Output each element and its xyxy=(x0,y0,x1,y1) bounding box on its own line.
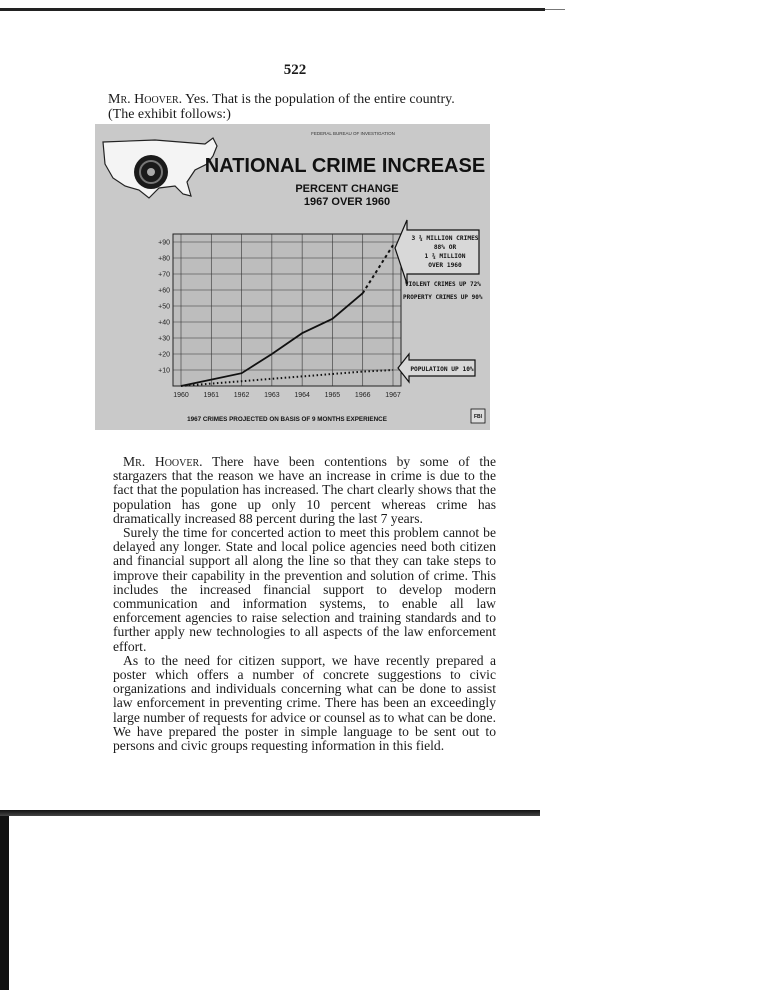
y-tick-label: +10 xyxy=(158,367,170,375)
body-paragraph-1-text: There have been contentions by some of the stargazers that the reason we have an increase in crime is due to the fact that the population has increased. The chart clearly shows that the population has gone up only 10 percent whereas crime has dramatically increased 88 percent during the last 7 years. xyxy=(113,454,496,526)
x-tick-label: 1964 xyxy=(294,392,310,399)
y-tick-label: +30 xyxy=(158,335,170,343)
population-callout-label: POPULATION UP 10% xyxy=(410,366,474,373)
scan-bottom-rule xyxy=(0,810,540,816)
x-tick-label: 1965 xyxy=(324,392,341,399)
intro-paragraph xyxy=(108,92,508,122)
scan-top-rule-tail xyxy=(545,9,565,10)
scan-binding-edge xyxy=(0,816,9,990)
chart-footnote: 1967 CRIMES PROJECTED ON BASIS OF 9 MONTHS EXPERIENCE xyxy=(187,416,387,423)
y-tick-label: +90 xyxy=(158,239,170,247)
intro-text: Yes. That is the population of the entire country. xyxy=(182,92,455,107)
crime-arrow-shape xyxy=(395,220,479,284)
x-tick-label: 1967 xyxy=(385,392,401,399)
body-text xyxy=(113,455,496,753)
fbi-badge: FBI xyxy=(473,414,483,420)
crime-callout-line1: 3 ¾ MILLION CRIMES xyxy=(411,235,479,242)
y-tick-label: +40 xyxy=(158,319,170,327)
y-tick-label: +60 xyxy=(158,287,170,295)
crime-callout-line4: OVER 1960 xyxy=(428,262,462,269)
body-paragraph-2: Surely the time for concerted action to meet this problem cannot be delayed any longer. State and local police agencies need both citizen and financial support all along the line so that they can take steps to improve their capability in the prevention and solution of crime. This includes the increased financial support to develop modern communication and information systems, to enable all law enforcement agencies to raise selection and training standards and to further apply new technologies to all aspects of the law enforcement effort. xyxy=(113,525,496,654)
x-tick-label: 1960 xyxy=(173,392,189,399)
figure-header-small: FEDERAL BUREAU OF INVESTIGATION xyxy=(311,131,395,136)
exhibit-note: (The exhibit follows:) xyxy=(108,107,231,122)
page-number: 522 xyxy=(283,62,307,78)
chart-subtitle-line2: 1967 OVER 1960 xyxy=(303,196,391,208)
y-tick-label: +80 xyxy=(158,255,170,263)
y-axis-ticks xyxy=(158,240,170,375)
scan-top-rule xyxy=(0,8,545,11)
y-tick-label: +70 xyxy=(158,271,170,279)
crime-chart-figure xyxy=(95,124,490,430)
intro-speaker: Mr. Hoover. xyxy=(108,92,183,107)
fbi-seal-center xyxy=(147,168,155,176)
x-axis-ticks xyxy=(173,392,401,399)
body-speaker: Mr. Hoover. xyxy=(123,454,203,469)
x-tick-label: 1962 xyxy=(233,392,250,399)
body-paragraph-1 xyxy=(113,455,496,526)
body-paragraph-3: As to the need for citizen support, we have recently prepared a poster which offers a number of concrete suggestions to civic organizations and individuals concerning what can be done to assist law enforcement in preventing crime. There has been an exceedingly large number of requests for advice or counsel as to what can be done. We have prepared the poster in simple language to be sent out to persons and civic groups requesting information in this field. xyxy=(113,652,496,754)
x-tick-label: 1966 xyxy=(354,392,371,399)
plot-background xyxy=(173,234,401,386)
violent-crimes-label: VIOLENT CRIMES UP 72% xyxy=(405,281,481,288)
crime-chart-svg xyxy=(95,124,490,430)
x-tick-label: 1961 xyxy=(203,392,220,399)
chart-title: NATIONAL CRIME INCREASE xyxy=(204,155,486,177)
y-tick-label: +50 xyxy=(158,303,170,311)
crime-callout-line3: 1 ¾ MILLION xyxy=(424,253,466,260)
y-tick-label: +20 xyxy=(158,351,170,359)
property-crimes-label: PROPERTY CRIMES UP 90% xyxy=(403,294,483,301)
x-tick-label: 1963 xyxy=(264,392,280,399)
crime-callout-line2: 88% OR xyxy=(433,244,457,251)
chart-subtitle-line1: PERCENT CHANGE xyxy=(295,183,399,195)
